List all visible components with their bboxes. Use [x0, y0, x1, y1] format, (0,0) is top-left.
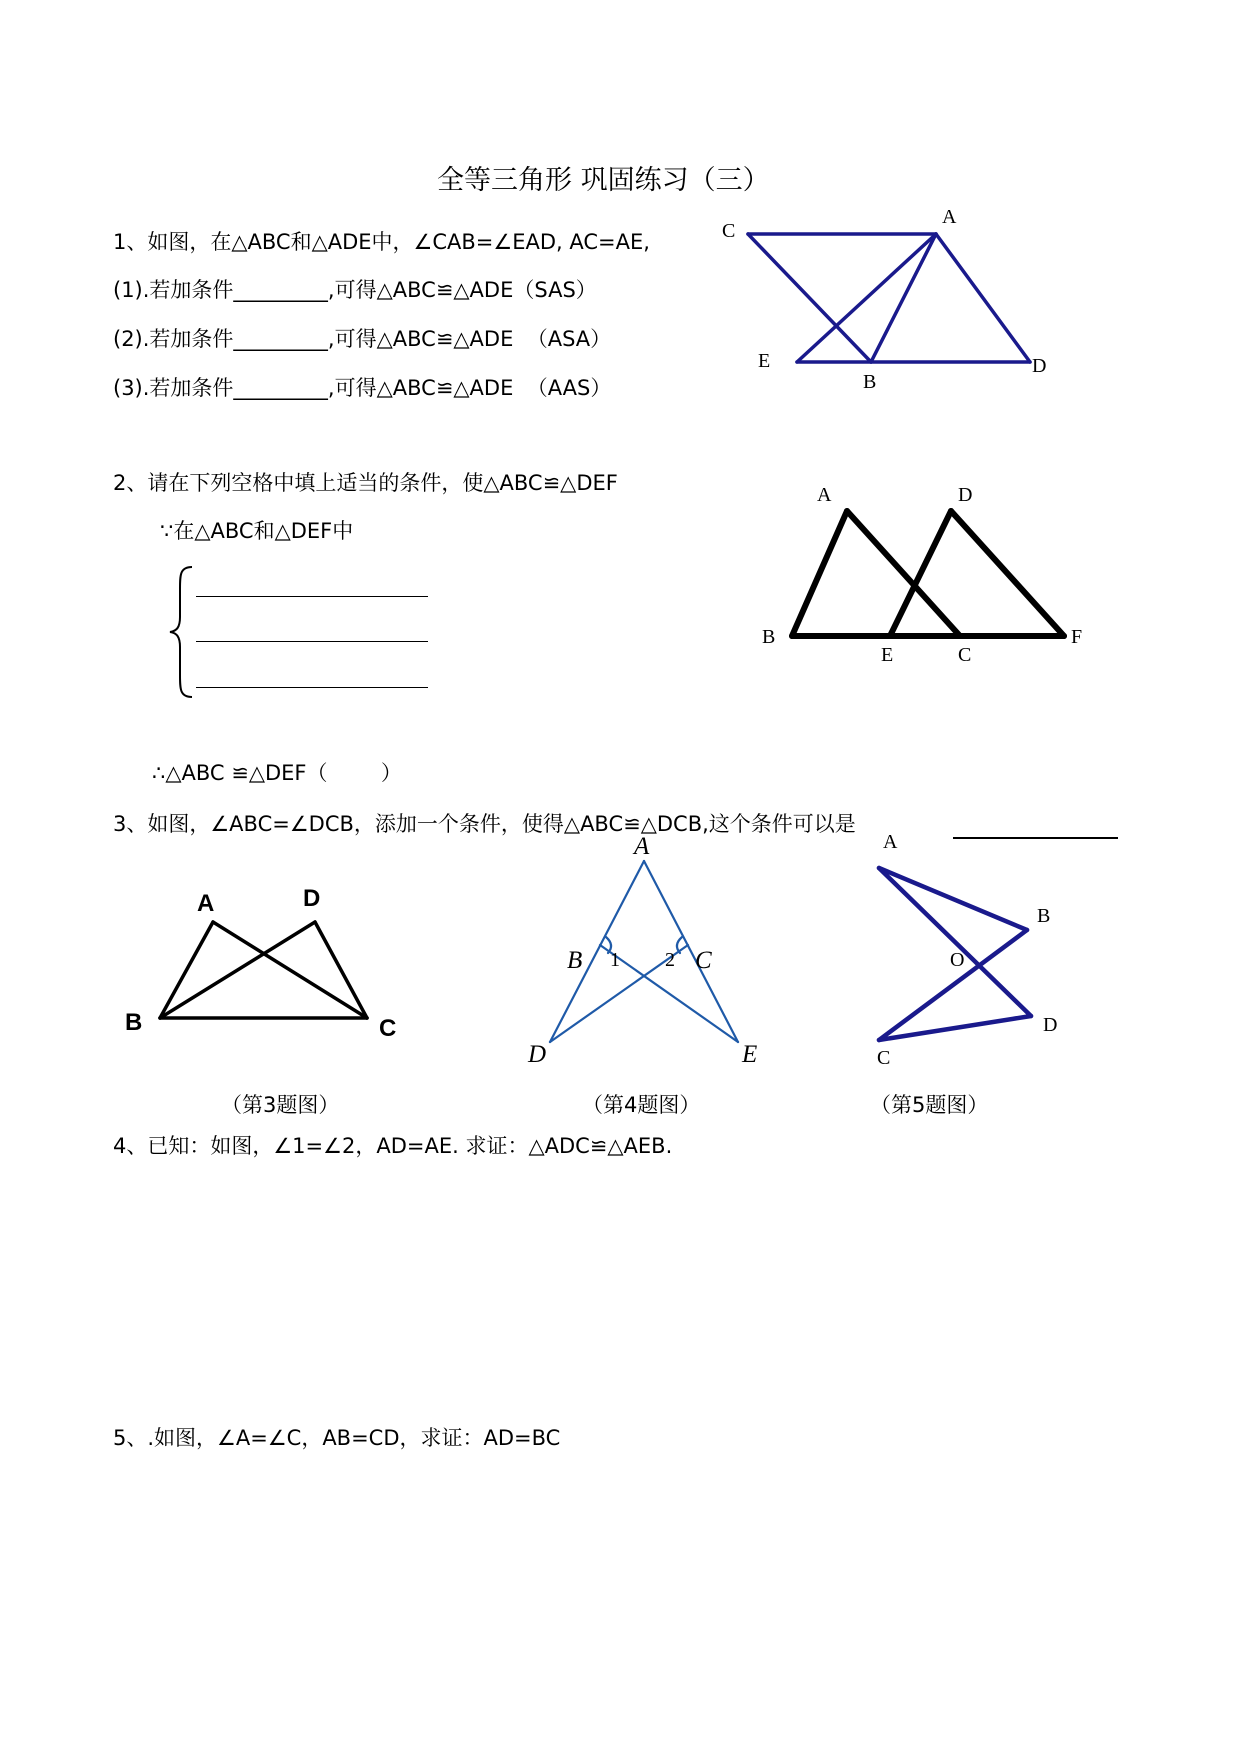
- fig3-label-a: A: [197, 890, 215, 917]
- q1-item-3: (3).若加条件_________,可得△ABC≌△ADE （AAS）: [113, 376, 612, 400]
- q1-label-a: A: [942, 206, 957, 228]
- q3-stem: 3、如图，∠ABC=∠DCB，添加一个条件，使得△ABC≌△DCB,这个条件可以是: [113, 812, 856, 836]
- fig3-label-c: C: [379, 1015, 397, 1042]
- q1-label-e: E: [758, 350, 771, 372]
- q1-item-2: (2).若加条件_________,可得△ABC≌△ADE （ASA）: [113, 327, 612, 351]
- fig4-caption: （第4题图）: [582, 1093, 701, 1117]
- fig4-seg-ae: [644, 861, 738, 1042]
- fig4-seg-ad: [550, 861, 644, 1042]
- fig4-label-b: B: [567, 947, 583, 974]
- fig5-caption: （第5题图）: [870, 1093, 989, 1117]
- q1-label-c: C: [722, 220, 736, 242]
- fig3-caption: （第3题图）: [221, 1093, 340, 1117]
- fig4-figure: [520, 835, 780, 1075]
- q1-seg-ad: [936, 234, 1030, 362]
- fig4-label-c: C: [695, 947, 712, 974]
- fig5-label-a: A: [883, 831, 898, 853]
- q2-because: ∵在△ABC和△DEF中: [160, 519, 354, 543]
- fig5-label-b: B: [1037, 905, 1051, 927]
- fig4-label-a: A: [634, 833, 650, 860]
- q2-label-e: E: [881, 644, 894, 666]
- fig4-label-e: E: [742, 1041, 758, 1068]
- q2-figure: [760, 480, 1090, 670]
- fig4-label-1: 1: [610, 949, 620, 971]
- q1-label-b: B: [863, 371, 877, 393]
- q2-label-c: C: [958, 644, 972, 666]
- fig5-label-c: C: [877, 1047, 891, 1069]
- q1-label-d: D: [1032, 355, 1047, 377]
- q2-blank-2[interactable]: [196, 641, 428, 642]
- page-title: 全等三角形 巩固练习（三）: [437, 165, 770, 196]
- fig5-figure: [855, 830, 1095, 1080]
- fig4-label-d: D: [528, 1041, 547, 1068]
- q2-seg-df: [951, 511, 1064, 636]
- q1-seg-cb: [748, 234, 871, 362]
- q1-seg-ab: [871, 234, 936, 362]
- q1-seg-ae: [797, 234, 936, 362]
- q4-stem: 4、已知：如图，∠1=∠2，AD=AE. 求证：△ADC≌△AEB.: [113, 1134, 673, 1158]
- fig5-seg-ab: [879, 868, 1027, 930]
- q2-therefore: ∴△ABC ≌△DEF（ ）: [152, 761, 402, 785]
- q1-figure: [720, 200, 1060, 393]
- q2-label-f: F: [1071, 626, 1083, 648]
- q2-stem: 2、请在下列空格中填上适当的条件，使△ABC≌△DEF: [113, 471, 618, 495]
- q1-stem: 1、如图，在△ABC和△ADE中，∠CAB=∠EAD, AC=AE,: [113, 230, 650, 254]
- fig3-figure: [115, 870, 415, 1050]
- q2-seg-ba: [792, 511, 847, 636]
- q2-blank-1[interactable]: [196, 596, 428, 597]
- curly-brace-icon: [168, 565, 208, 700]
- q2-label-b: B: [762, 626, 776, 648]
- fig5-label-d: D: [1043, 1014, 1058, 1036]
- fig3-label-d: D: [303, 885, 321, 912]
- q5-stem: 5、.如图，∠A=∠C，AB=CD，求证：AD=BC: [113, 1426, 561, 1450]
- fig4-label-2: 2: [665, 949, 675, 971]
- fig5-seg-bc: [879, 930, 1027, 1040]
- fig5-label-o: O: [950, 949, 965, 971]
- q2-label-d: D: [958, 484, 973, 506]
- q2-label-a: A: [817, 484, 832, 506]
- fig5-seg-cd: [879, 1016, 1031, 1040]
- q1-item-1: (1).若加条件_________,可得△ABC≌△ADE（SAS）: [113, 278, 597, 302]
- fig3-label-b: B: [125, 1009, 143, 1036]
- q2-blank-3[interactable]: [196, 687, 428, 688]
